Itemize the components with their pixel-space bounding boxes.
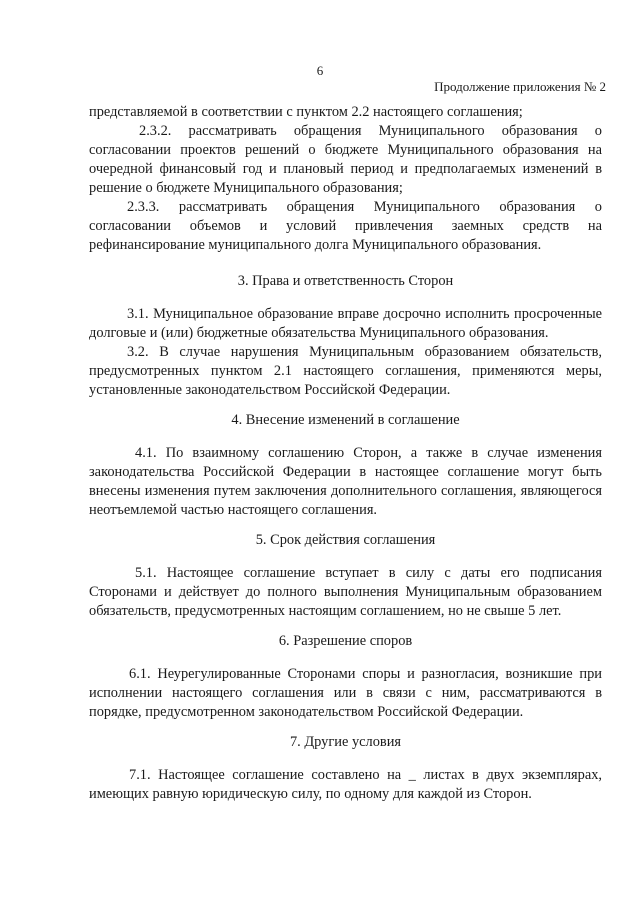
paragraph-2-3-2: 2.3.2. рассматривать обращения Муниципального образования о согласовании проектов решений о бюджете Муниципального образования на очередной финансовый год и плановый период и предполагаемых изменений в решение о бюджете Муниципального образования; [89, 123, 602, 196]
appendix-continuation-note: Продолжение приложения № 2 [434, 79, 606, 94]
paragraph-continuation: представляемой в соответствии с пунктом 2.2 настоящего соглашения; [89, 104, 523, 120]
paragraph-2-3-3: 2.3.3. рассматривать обращения Муниципального образования о согласовании объемов и условий привлечения заемных средств на рефинансирование муниципального долга Муниципального образования. [89, 199, 602, 253]
paragraph-7-1: 7.1. Настоящее соглашение составлено на _ листах в двух экземплярах, имеющих равную юридическую силу, по одному для каждой из Сторон. [89, 767, 602, 802]
paragraph-4-1: 4.1. По взаимному соглашению Сторон, а также в случае изменения законодательства Российской Федерации в настоящее соглашение могут быть внесены изменения путем заключения дополнительного соглашения, являющегося неотъемлемой частью настоящего соглашения. [89, 445, 602, 518]
section-4-heading: 4. Внесение изменений в соглашение [231, 412, 460, 428]
paragraph-3-1: 3.1. Муниципальное образование вправе досрочно исполнить просроченные долговые и (или) бюджетные обязательства Муниципального образования. [89, 306, 602, 341]
section-7-heading: 7. Другие условия [289, 734, 402, 750]
section-3-heading: 3. Права и ответственность Сторон [237, 273, 454, 289]
section-6-heading: 6. Разрешение споров [278, 633, 413, 649]
paragraph-6-1: 6.1. Неурегулированные Сторонами споры и разногласия, возникшие при исполнении настоящего соглашения или в связи с ним, рассматриваются в порядке, предусмотренном законодательством Российской Федерации. [89, 666, 602, 720]
section-5-heading: 5. Срок действия соглашения [255, 532, 436, 548]
paragraph-5-1: 5.1. Настоящее соглашение вступает в силу с даты его подписания Сторонами и действует до полного выполнения Муниципальным образованием обязательств, предусмотренных настоящим соглашением, но не свыше 5 лет. [89, 565, 602, 619]
page-number: 6 [316, 63, 324, 78]
paragraph-3-2: 3.2. В случае нарушения Муниципальным образованием обязательств, предусмотренных пунктом 2.1 настоящего соглашения, применяются меры, установленные законодательством Российской Федерации. [89, 344, 602, 398]
document-body [89, 103, 602, 804]
